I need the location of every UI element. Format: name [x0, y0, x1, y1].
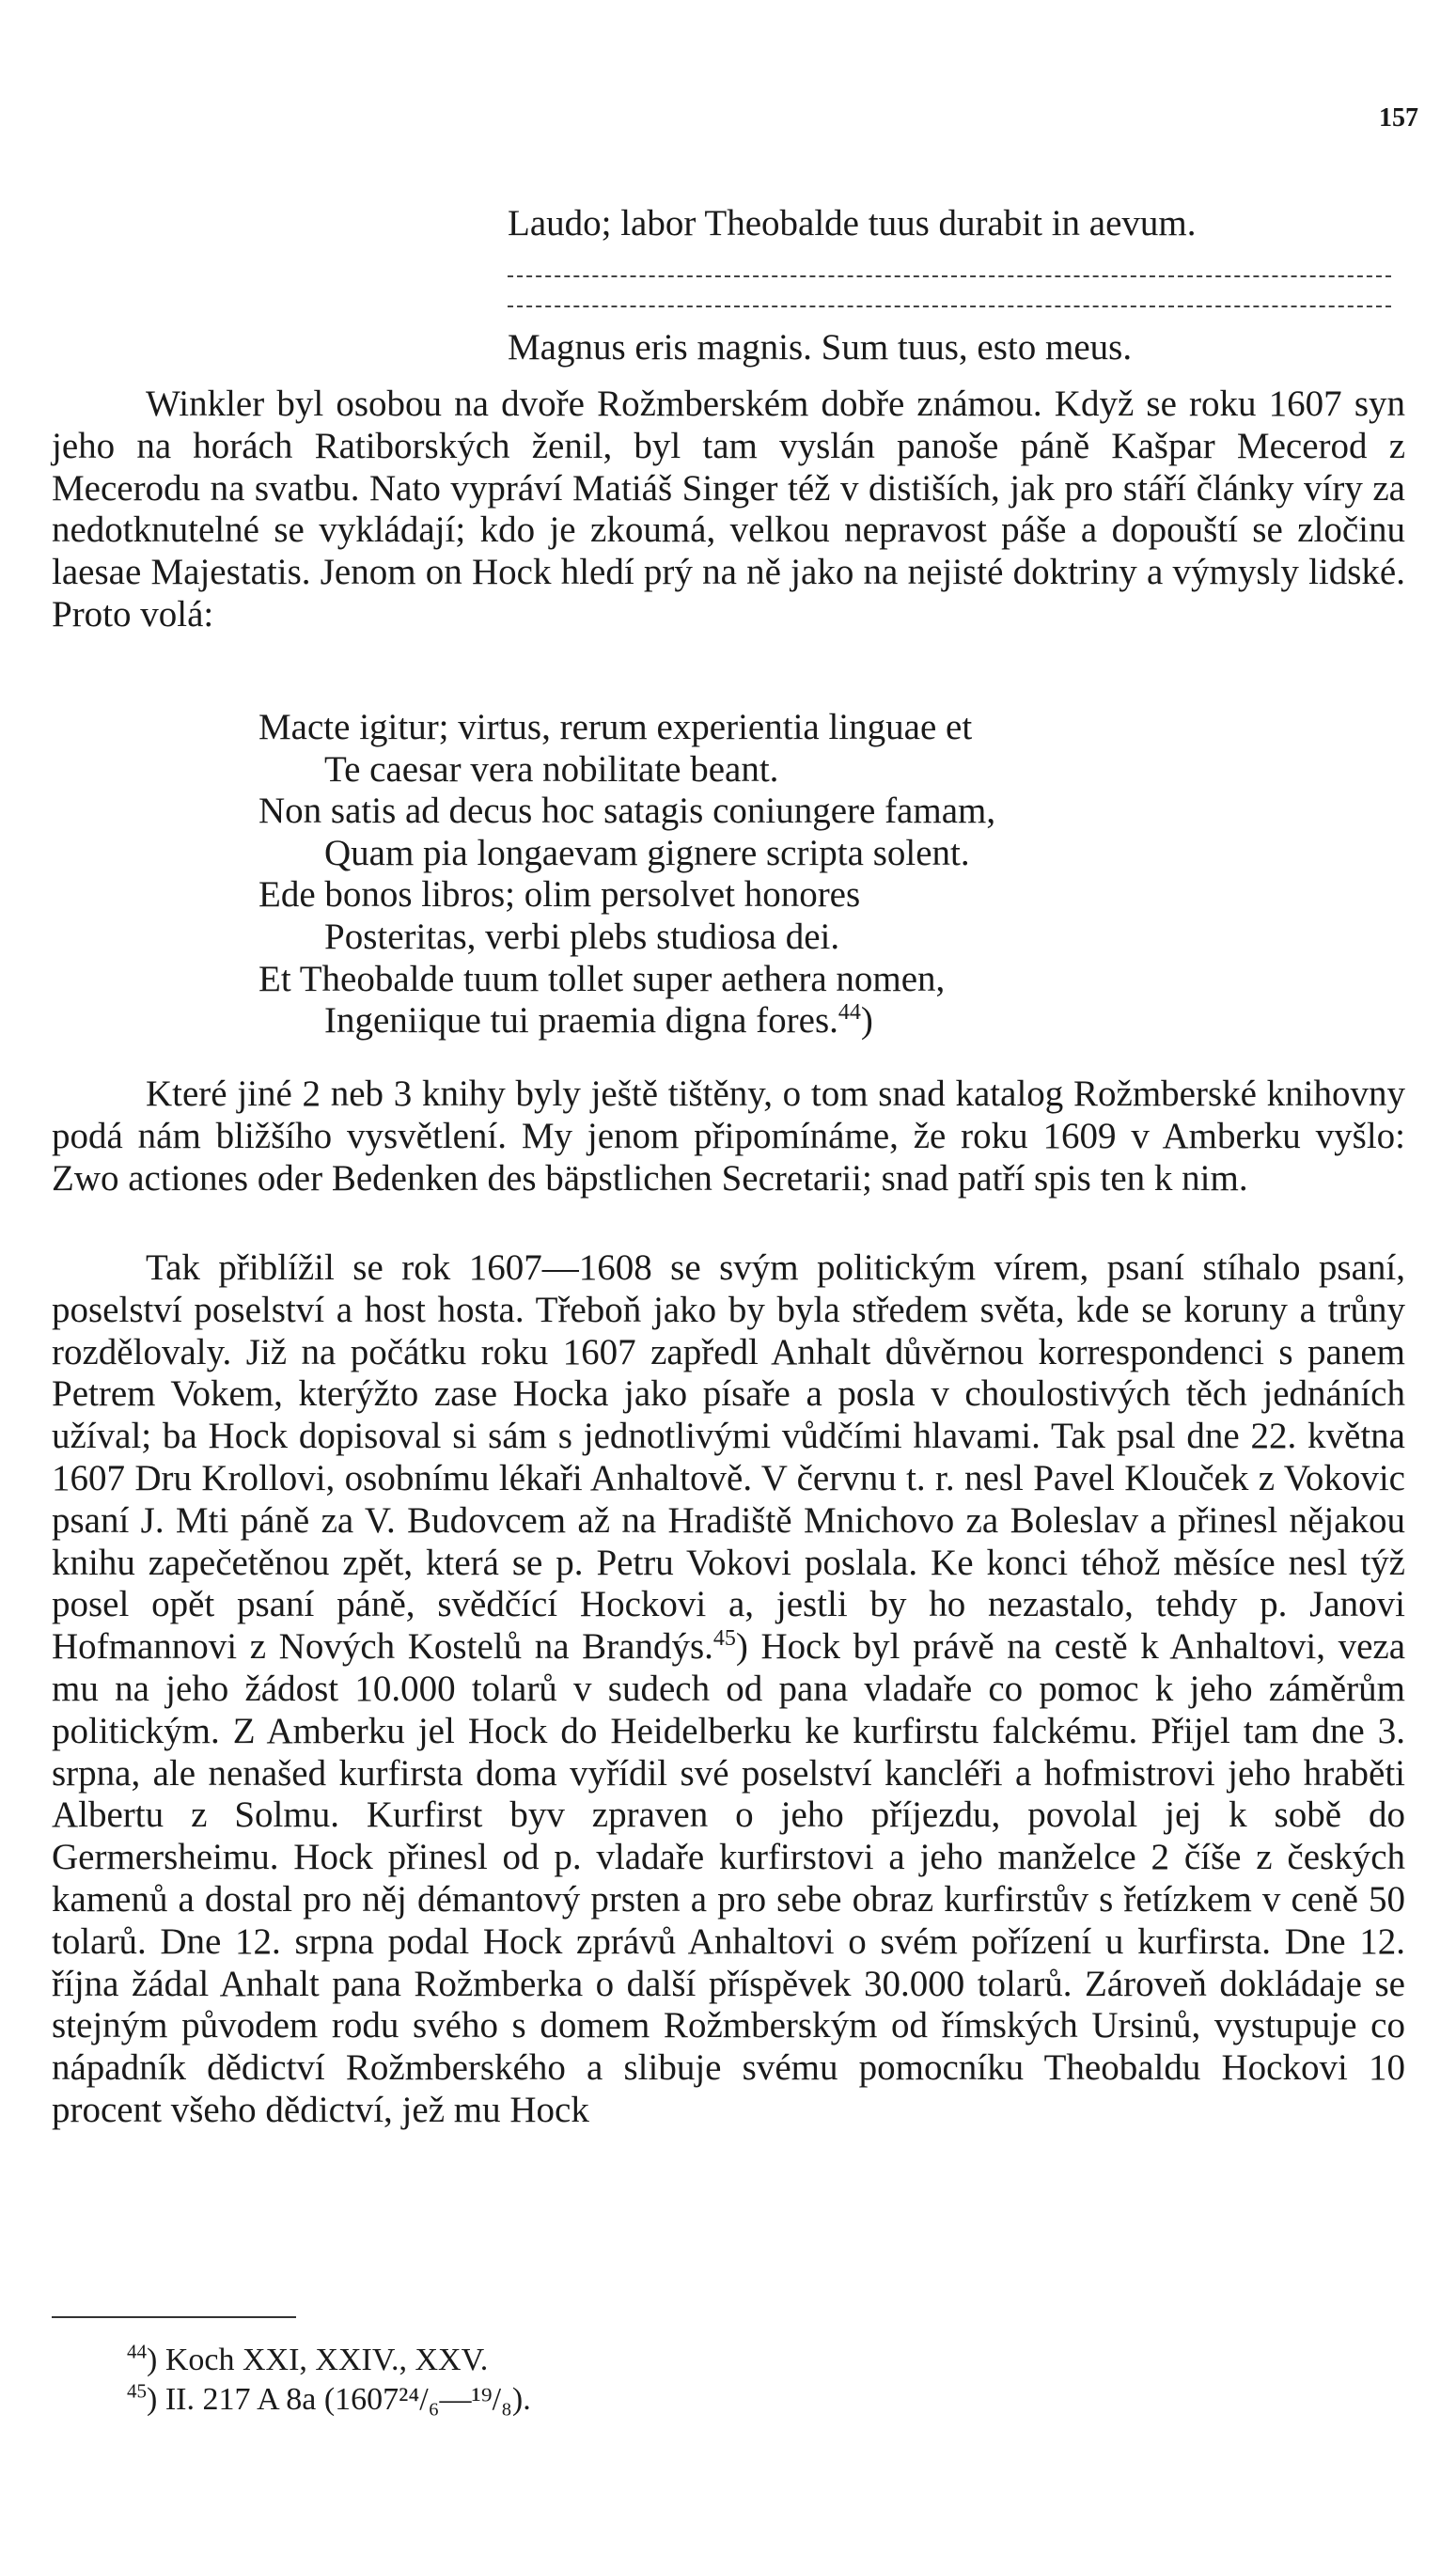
paragraph-politics [52, 1247, 1405, 2132]
footnote-divider [52, 2316, 296, 2318]
poem-line: Et Theobalde tuum tollet super aethera nomen, [258, 958, 946, 999]
footnote-mark: 45 [127, 2379, 147, 2403]
poem [258, 707, 995, 1042]
poem-line-text: Ingeniique tui praemia digna fores. [324, 1000, 838, 1042]
footnote-mark: 44 [127, 2340, 147, 2363]
epigram-line: Laudo; labor Theobalde tuus durabit in aevum. [508, 203, 1197, 243]
poem-line: Te caesar vera nobilitate beant. [324, 748, 779, 790]
poem-line: Ede bonos libros; olim persolvet honores [258, 874, 861, 916]
footnote-text: ) Koch XXI, XXIV., XXV. [147, 2343, 489, 2377]
footnotes [127, 2341, 531, 2420]
poem-line: Posteritas, verbi plebs studiosa dei. [324, 916, 840, 957]
footnote-44 [127, 2341, 531, 2380]
epigram-closing [508, 321, 1410, 374]
paragraph-text: Tak přiblížil se rok 1607—1608 se svým politickým vírem, psaní stíhalo psaní, poselství poselství a host hosta. Třeboň jako by byla středem světa, kde se koruny a trůny rozdělovaly. Již na počátku roku 1607 zapředl Anhalt důvěrnou korrespondenci s panem Petrem Vokem, kterýžto zase Hocka jako písaře a posla v choulostivých těch jednáních užíval; ba Hock dopisoval si sám s jednotlivými vůdčími hlavami. Tak psal dne 22. května 1607 Dru Krollovi, osobnímu lékaři Anhaltově. V červnu t. r. nesl Pavel Klouček z Vokovic psaní J. Mti páně za V. Budovcem až na Hradiště Mnichovo za Boleslav a přinesl nějakou knihu zapečetěnou zpět, která se p. Petru Vokovi poslala. Ke konci téhož měsíce nesl týž posel opět psaní páně, svědčící Hockovi a, jestli by ho nezastalo, tehdy p. Janovi Hofmannovi z Nových Kostelů na Brandýs. [52, 1247, 1405, 1668]
paragraph-catalog: Které jiné 2 neb 3 knihy byly ještě tištěny, o tom snad katalog Rožmberské knihovny podá nám bližšího vysvětlení. My jenom připomínáme, že roku 1609 v Amberku vyšlo: Zwo actiones oder Bedenken des bäpstlichen Secretarii; snad patří spis ten k nim. [52, 1074, 1405, 1199]
paragraph-text: ) Hock byl právě na cestě k Anhaltovi, veza mu na jeho žádost 10.000 tolarů v sudech od pana vladaře co pomoc k jeho záměrům politickým. Z Amberku jel Hock do Heidelberku ke kurfirstu falckému. Přijel tam dne 3. srpna, ale nenašed kurfirsta doma vyřídil své poselství kancléři a hofmistrovi jeho hraběti Albertu z Solmu. Kurfirst byv zpraven o jeho příjezdu, povolal jej k sobě do Germersheimu. Hock přinesl od p. vladaře kurfirstovi a jeho manželce 2 číše z českých kamenů a dostal pro něj démantový prsten a pro sebe obraz kurfirstův s řetízkem v ceně 50 tolarů. Dne 12. srpna podal Hock zprávů Anhaltovi o svém pořízení u kurfirsta. Dne 12. října žádal Anhalt pana Rožmberka o další příspěvek 30.000 tolarů. Zároveň dokládaje se stejným původem rodu svého s domem Rožmberským od římských Ursinů, vystupuje co nápadník dědictví Rožmberského a slibuje svému pomocníku Theobaldu Hockovi 10 procent všeho dědictví, jež mu Hock [52, 1626, 1405, 2130]
epigram-line: Magnus eris magnis. Sum tuus, esto meus. [508, 327, 1133, 368]
poem-line: Non satis ad decus hoc satagis coniungere famam, [258, 791, 996, 832]
poem-line: Quam pia longaevam gignere scripta solent. [324, 832, 970, 873]
footnote-45 [127, 2380, 531, 2420]
footnote-text: ) II. 217 A 8a (1607²⁴/₆—¹⁹/₈). [147, 2382, 531, 2417]
dash-line [508, 275, 1391, 277]
footnote-ref-45[interactable]: 45 [712, 1626, 736, 1652]
page-number: 157 [1379, 103, 1418, 133]
paragraph-winkler: Winkler byl osobou na dvoře Rožmberském dobře známou. Když se roku 1607 syn jeho na horách Ratiborských ženil, byl tam vyslán panoše páně Kašpar Mecerod z Mecerodu na svatbu. Nato vypráví Matiáš Singer též v distiších, jak pro stáří články víry za nedotknutelné se vykládají; kdo je zkoumá, velkou nepravost páše a dopouští se zločinu laesae Majestatis. Jenom on Hock hledí prý na ně jako na nejisté doktriny a výmysly lidské. Proto volá: [52, 384, 1405, 635]
ref-paren: ) [860, 1000, 873, 1042]
poem-line: Macte igitur; virtus, rerum experientia linguae et [258, 707, 973, 747]
dash-line [508, 306, 1391, 307]
poem-line-last [258, 1000, 995, 1042]
footnote-ref-44[interactable]: 44 [838, 1000, 861, 1026]
